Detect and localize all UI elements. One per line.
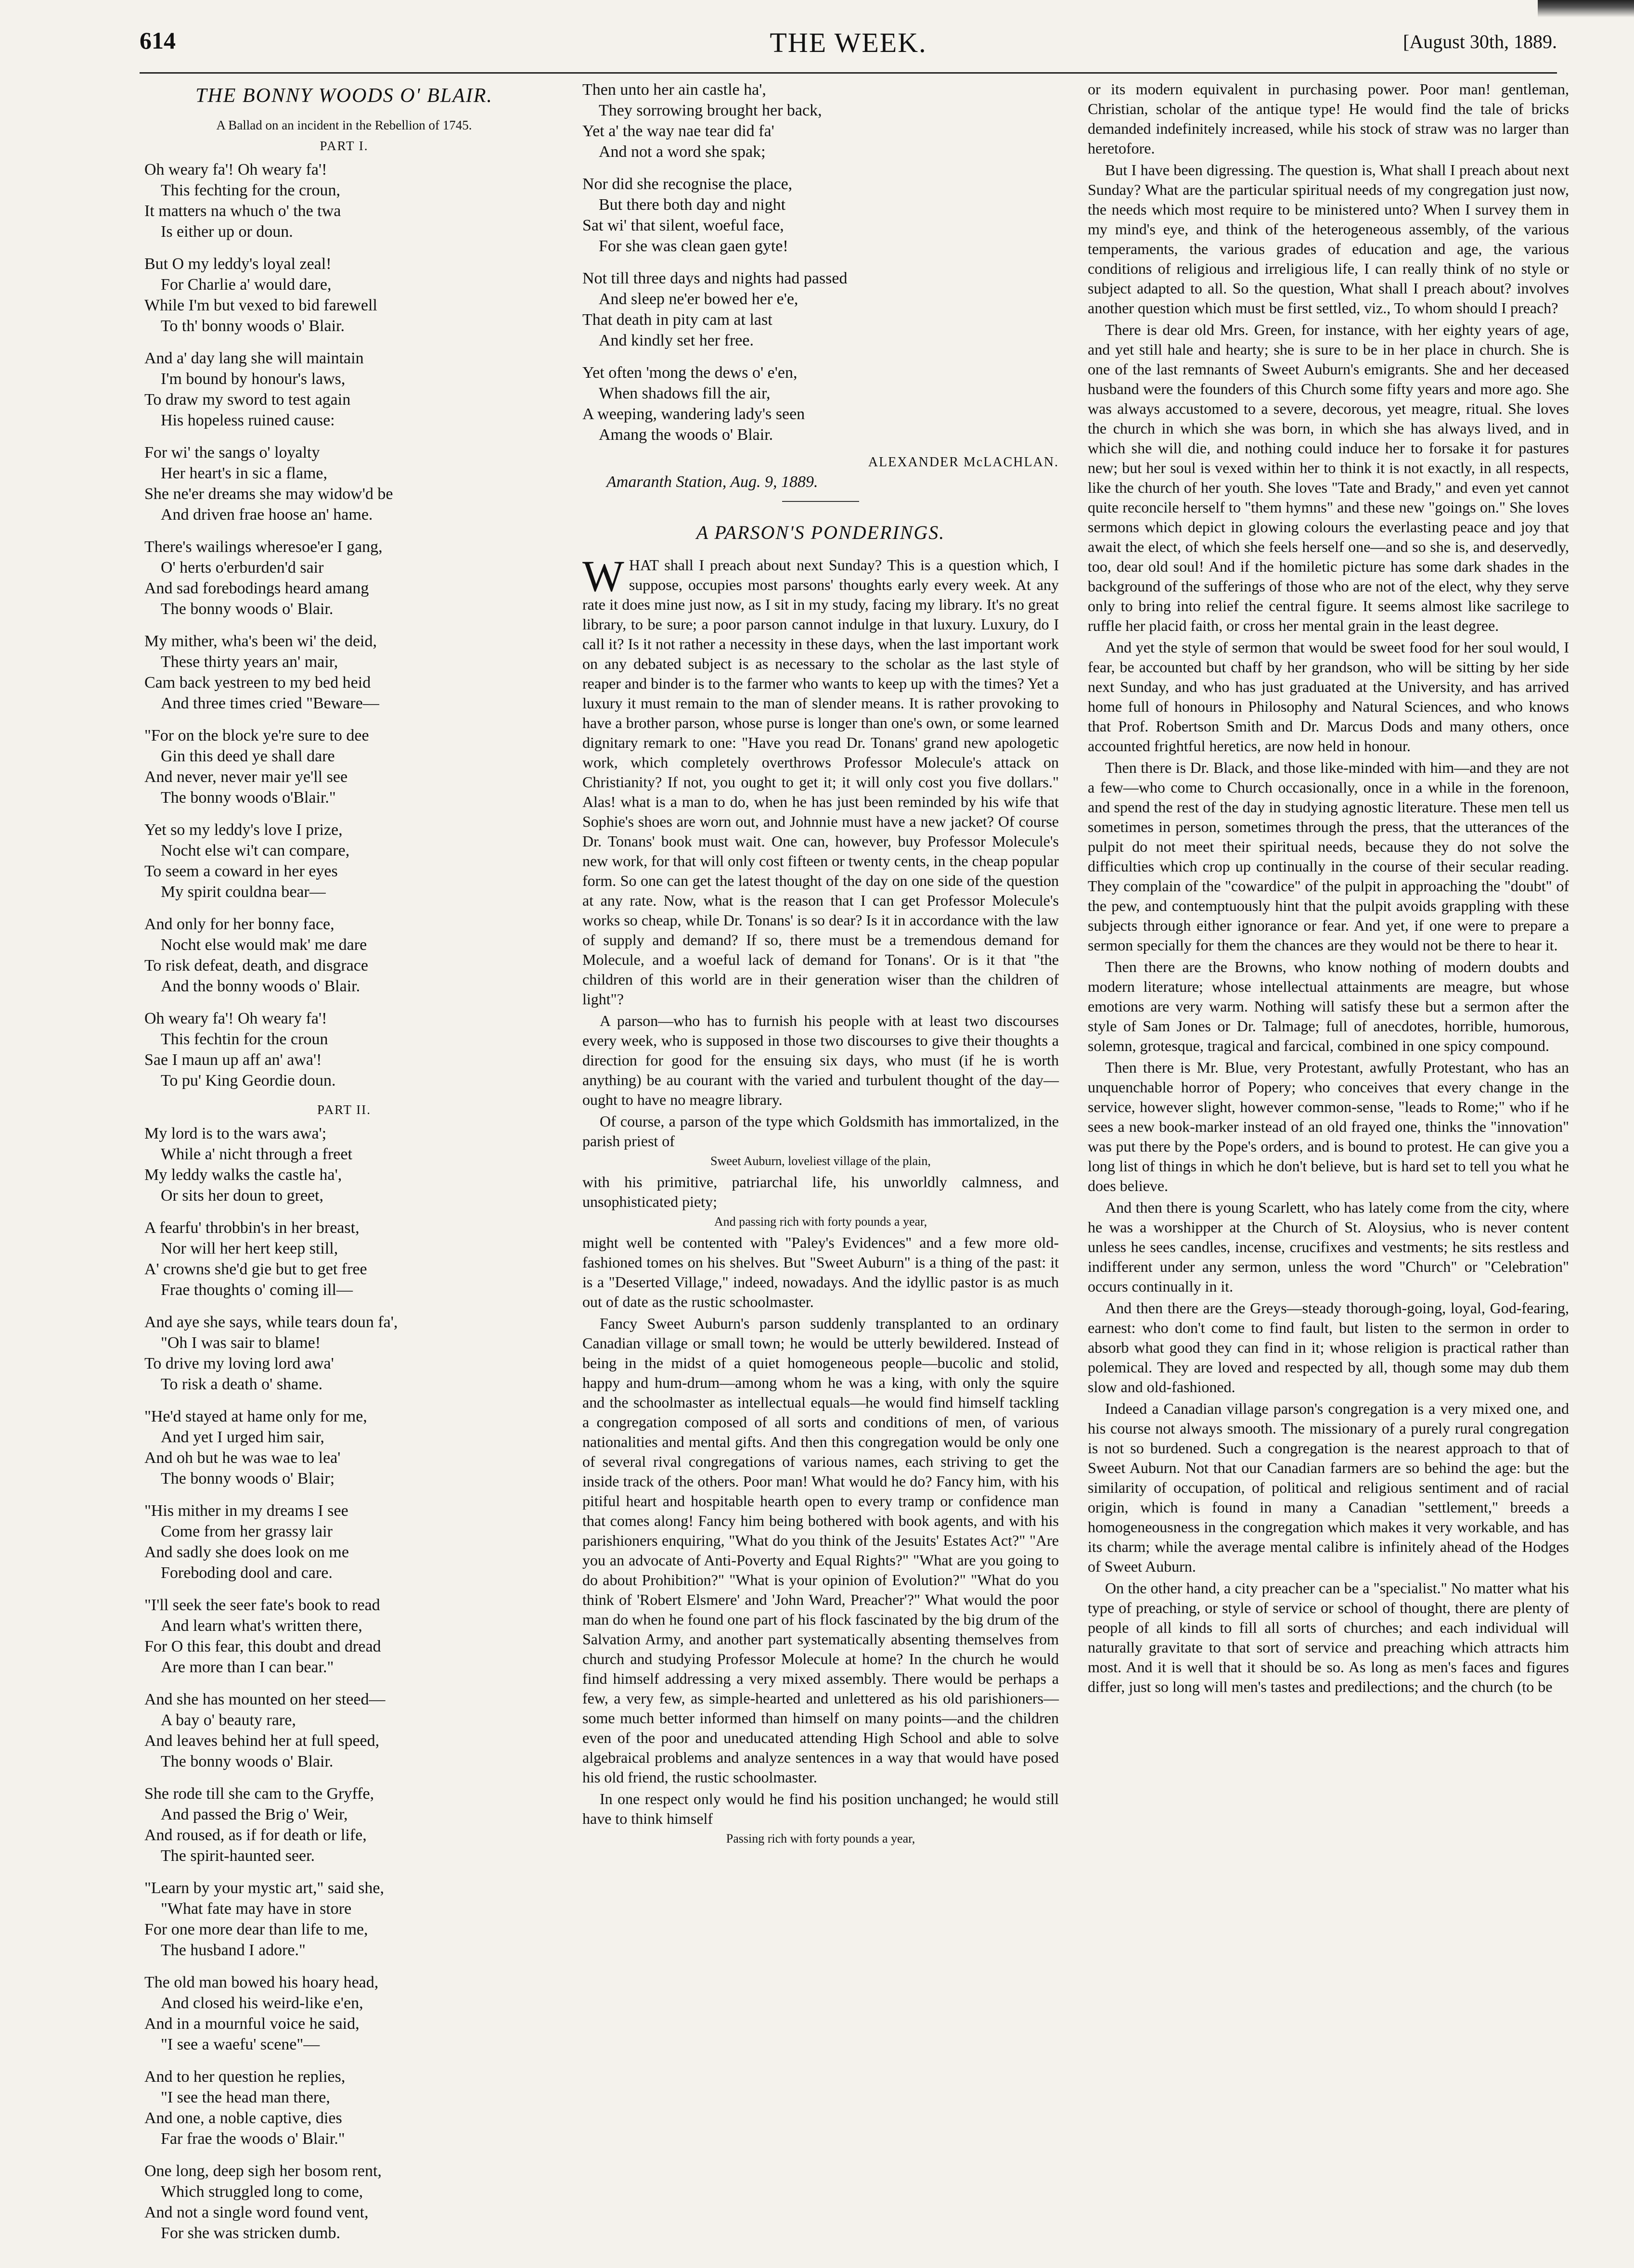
stanza — [144, 1783, 544, 1866]
poem-line: I'm bound by honour's laws, — [161, 370, 346, 388]
poem-line: And passed the Brig o' Weir, — [161, 1806, 348, 1823]
poem-line: It matters na whuch o' the twa — [144, 202, 341, 220]
poem-line: The bonny woods o'Blair." — [161, 789, 336, 807]
poem-line: And sleep ne'er bowed her e'e, — [599, 290, 798, 308]
column-1 — [144, 79, 544, 2255]
poem-line: But there both day and night — [599, 196, 786, 214]
part-2-label: PART II. — [317, 1102, 371, 1117]
poem-line: And in a mournful voice he said, — [144, 2015, 360, 2033]
stanza — [144, 1312, 544, 1395]
stanza — [144, 1689, 544, 1772]
page-number: 614 — [140, 27, 176, 54]
stanza — [144, 2161, 544, 2243]
page-header — [140, 26, 1557, 65]
poem-line: And leaves behind her at full speed, — [144, 1732, 380, 1750]
poem-line: My spirit couldna bear— — [161, 883, 326, 901]
poem-part-2 — [144, 1123, 544, 2243]
poem-line: My leddy walks the castle ha', — [144, 1166, 342, 1184]
poem-line: Is either up or doun. — [161, 223, 293, 241]
poem-line: For O this fear, this doubt and dread — [144, 1638, 381, 1655]
stanza — [582, 79, 1059, 162]
essay-paragraph: WHAT shall I preach about next Sunday? This is a question which, I suppose, occupies most parsons' thoughts early every week. At any rate it does mine just now, as I sit in my study, facing my library. It's no great library, to be sure; a poor parson cannot indulge in that luxury. Luxury, do I call it? Is it not rather a necessity in these days, when the last important work on any debated subject is as necessary to the scholar as the last style of reaper and binder is to the farmer who wants to keep up with the times? Yet a luxury it must remain to the man of slender means. It is rather provoking to have a brother parson, whose purse is longer than one's own, or some learned dignitary remark to one: "Have you read Dr. Tonans' grand new apologetic work, which completely overthrows Professor Molecule's attack on Christianity? If not, you ought to get it; it will only cost you five dollars." Alas! what is a man to do, when he has just been reminded by his wife that Sophie's shoes are worn out, and Johnnie must have a new jacket? Of course Dr. Tonans' book must wait. One can, however, buy Professor Molecule's new work, for that will only cost fifteen or twenty cents, in the cheap popular form. So one can get the latest thought of the day on one side of the question at any rate. Now, what is the reason that I can get Professor Molecule's works so cheap, while Dr. Tonans' is so dear? Is it in accordance with the law of supply and demand? If so, there must be a tremendous demand for Molecule, and a woeful lack of demand for Tonans'. Or is it that "the children of this world are in their generation wiser than the children of light"? — [582, 551, 1059, 1008]
issue-date: [August 30th, 1889. — [1403, 31, 1557, 52]
stanza — [582, 174, 1059, 256]
poem-line: To th' bonny woods o' Blair. — [161, 317, 345, 335]
poem-line: And not a single word found vent, — [144, 2204, 369, 2221]
poem-line: Amang the woods o' Blair. — [599, 426, 773, 444]
poem-line: And a' day lang she will maintain — [144, 349, 364, 367]
stanza — [144, 820, 544, 902]
drop-cap: W — [582, 551, 624, 601]
poem-line: To risk a death o' shame. — [161, 1375, 323, 1393]
essay-body-col2 — [582, 551, 1059, 1846]
stanza — [144, 914, 544, 997]
stanza — [144, 1595, 544, 1678]
poem-line: For she was clean gaen gyte! — [599, 237, 788, 255]
stanza — [144, 254, 544, 336]
poem-line: A fearfu' throbbin's in her breast, — [144, 1219, 360, 1237]
poem-line: "Oh I was sair to blame! — [161, 1334, 321, 1352]
poem-line: Gin this deed ye shall dare — [161, 747, 335, 765]
poem-line: O' herts o'erburden'd sair — [161, 559, 324, 577]
poem-line: And yet I urged him sair, — [161, 1428, 324, 1446]
poem-line: There's wailings wheresoe'er I gang, — [144, 538, 383, 556]
poem-line: And never, never mair ye'll see — [144, 768, 348, 786]
poem-line: And kindly set her free. — [599, 332, 754, 349]
poem-line: Yet often 'mong the dews o' e'en, — [582, 364, 798, 382]
essay-quotation: And passing rich with forty pounds a year, — [714, 1215, 927, 1229]
poem-line: To drive my loving lord awa' — [144, 1355, 334, 1372]
poem-line: Yet a' the way nae tear did fa' — [582, 122, 774, 140]
column-3 — [1088, 79, 1569, 1699]
poem-line: And the bonny woods o' Blair. — [161, 977, 360, 995]
poem-line: "I see the head man there, — [161, 2089, 330, 2106]
essay-paragraph: On the other hand, a city preacher can be a "specialist." No matter what his type of preaching, or style of service or school of thought, there are plenty of people of all kinds to fill all sorts of churches; and each individual will naturally gravitate to that sort of service and preaching which attracts him most. And it is well that it should be so. As long as men's faces and figures differ, just so long will men's tastes and predilections; and the church (to be — [1088, 1579, 1569, 1695]
poem-line: And not a word she spak; — [599, 143, 766, 161]
stanza — [144, 631, 544, 714]
stanza — [144, 537, 544, 619]
poem-line: My mither, wha's been wi' the deid, — [144, 632, 377, 650]
stanza — [144, 1972, 544, 2055]
poem-line: Nor will her hert keep still, — [161, 1240, 338, 1257]
essay-paragraph: Of course, a parson of the type which Goldsmith has immortalized, in the parish priest of — [582, 1113, 1059, 1150]
poem-line: To risk defeat, death, and disgrace — [144, 957, 368, 974]
poem-line: The bonny woods o' Blair; — [161, 1470, 335, 1487]
stanza — [144, 1406, 544, 1489]
poem-line: And one, a noble captive, dies — [144, 2109, 342, 2127]
essay-paragraph: And then there are the Greys—steady thorough-going, loyal, God-fearing, earnest: who don't come to find fault, but listen to the sermon in order to absorb what good they can find in it; whose religion is practical rather than polemical. They are loved and respected by all, though some may dub them slow and old-fashioned. — [1088, 1299, 1569, 1396]
essay-body-col3 — [1088, 79, 1569, 1697]
poem-line: And only for her bonny face, — [144, 915, 335, 933]
poem-subtitle: A Ballad on an incident in the Rebellion of 1745. — [216, 118, 472, 132]
stanza — [144, 159, 544, 242]
stanza — [144, 1500, 544, 1583]
poem-line: But O my leddy's loyal zeal! — [144, 255, 332, 273]
poem-line: A weeping, wandering lady's seen — [582, 405, 805, 423]
essay-quotation: Sweet Auburn, loveliest village of the plain, — [710, 1154, 931, 1168]
poem-line: And closed his weird-like e'en, — [161, 1994, 363, 2012]
poem-line: Sat wi' that silent, woeful face, — [582, 217, 784, 234]
poem-line: "He'd stayed at hame only for me, — [144, 1408, 367, 1425]
stanza — [144, 1217, 544, 1300]
poem-line: They sorrowing brought her back, — [599, 102, 822, 119]
essay-paragraph: might well be contented with "Paley's Evidences" and a few more old-fashioned tomes on his shelves. But "Sweet Auburn" is a thing of the past: it is a "Deserted Village," indeed, nowadays. And the idyllic pastor is as much out of date as the rustic schoolmaster. — [582, 1234, 1059, 1310]
stanza — [582, 268, 1059, 351]
poem-line: Or sits her doun to greet, — [161, 1187, 324, 1204]
poem-line: This fechtin for the croun — [161, 1030, 328, 1048]
stanza — [144, 1123, 544, 1206]
poem-line: A bay o' beauty rare, — [161, 1711, 296, 1729]
stanza — [144, 348, 544, 431]
poem-line: "I see a waefu' scene"— — [161, 2036, 320, 2053]
poem-line: Nocht else would mak' me dare — [161, 936, 367, 954]
poem-line: The old man bowed his hoary head, — [144, 1973, 379, 1991]
poem-line: To draw my sword to test again — [144, 391, 351, 409]
poem-line: Oh weary fa'! Oh weary fa'! — [144, 1010, 327, 1027]
poem-line: The bonny woods o' Blair. — [161, 1753, 334, 1770]
poem-line: For one more dear than life to me, — [144, 1921, 368, 1938]
poem-line: And sad forebodings heard amang — [144, 579, 369, 597]
scan-edge-mark — [1538, 0, 1634, 17]
poem-author: ALEXANDER McLACHLAN. — [868, 455, 1059, 470]
essay-paragraph: with his primitive, patriarchal life, his unworldly calmness, and unsophisticated piety; — [582, 1173, 1059, 1210]
poem-line: "I'll seek the seer fate's book to read — [144, 1596, 380, 1614]
essay-paragraph: or its modern equivalent in purchasing power. Poor man! gentleman, Christian, scholar of the antique type! He would find the tale of bricks demanded indefinitely increased, while his stock of straw was no larger than heretofore. — [1088, 80, 1569, 157]
poem-line: And she has mounted on her steed— — [144, 1691, 386, 1708]
stanza — [144, 1878, 544, 1960]
section-divider — [782, 501, 859, 502]
poem-line: Yet so my leddy's love I prize, — [144, 821, 343, 839]
poem-line: Then unto her ain castle ha', — [582, 81, 766, 99]
poem-line: His hopeless ruined cause: — [161, 411, 335, 429]
essay-paragraph: Then there are the Browns, who know nothing of modern doubts and modern literature; whose intellectual attainments are meagre, but whose emotions are very warm. Nothing will satisfy these but a sermon after the style of Sam Jones or Dr. Talmage; full of anecdotes, horrible, humorous, solemn, grotesque, tragical and farcical, combined in one spicy compound. — [1088, 958, 1569, 1054]
essay-paragraph: And then there is young Scarlett, who has lately come from the city, where he was a worshipper at the Church of St. Aloysius, who is never content unless he sees candles, incense, crucifixes and vestments; he sits restless and indifferent under any sermon, unless the word "Church" or "Celebration" occurs continually in it. — [1088, 1199, 1569, 1295]
poem-line: The spirit-haunted seer. — [161, 1847, 315, 1865]
poem-line: This fechting for the croun, — [161, 181, 340, 199]
poem-part-1 — [144, 159, 544, 1091]
poem-line: Nocht else wi't can compare, — [161, 842, 350, 859]
poem-line: The bonny woods o' Blair. — [161, 600, 334, 618]
stanza — [144, 725, 544, 808]
poem-line: Nor did she recognise the place, — [582, 175, 793, 193]
poem-line: One long, deep sigh her bosom rent, — [144, 2162, 382, 2180]
essay-paragraph: Indeed a Canadian village parson's congregation is a very mixed one, and his course not always smooth. The missionary of a purely rural congregation is not so burdened. Such a congregation is the nearest approach to that of Sweet Auburn. Not that our Canadian farmers are so behind the age: but the similarity of occupation, of political and religious sentiment and of racial origin, which is found in many a Canadian "settlement," breeds a homogeneousness in the congregation which makes it very workable, and has its charm; while the average mental calibre is infinitely ahead of the Hodges of Sweet Auburn. — [1088, 1400, 1569, 1575]
stanza — [144, 2066, 544, 2149]
stanza — [582, 362, 1059, 445]
poem-part-2-continued — [582, 79, 1059, 445]
essay-paragraph: Fancy Sweet Auburn's parson suddenly transplanted to an ordinary Canadian village or small town; he would be utterly bewildered. Instead of being in the midst of a quiet homogeneous people—bucolic and stolid, happy and hum-drum—among whom he was a king, with only the squire and the schoolmaster as intellectual equals—he would find himself tackling a congregation composed of all sorts and conditions of men, of various nationalities and mental gifts. And then this congregation would be only one of several rival congregations of various names, each striving to get the inside track of the others. Poor man! What would he do? Fancy him, with his pitiful heart and hospitable hearth open to every tramp or confidence man that comes along! Fancy him being bothered with book agents, and with his parishioners enquiring, "What do you think of the Jesuits' Estates Act?" "Are you an advocate of Anti-Poverty and Equal Rights?" "What are you going to do about Prohibition?" "What is your opinion of Evolution?" "What do you think of 'Robert Elsmere' and 'John Ward, Preacher'?" What would the poor man do when he found one part of his flock fascinated by the big drum of the Salvation Army, and another part systematically absenting themselves from church and studying Professor Molecule at home? In the church he would find himself addressing a very mixed assembly. There would be perhaps a few, a very few, as simple-hearted and unlettered as his old parishioners—some much better informed than himself on many points—and the children even of the poor and uneducated attending High School and able to solve algebraical problems and analyze sentences in a way that would have posed his old friend, the rustic schoolmaster. — [582, 1315, 1059, 1786]
header-rule — [140, 72, 1557, 74]
poem-line: And learn what's written there, — [161, 1617, 362, 1635]
essay-paragraph: There is dear old Mrs. Green, for instance, with her eighty years of age, and yet still hale and hearty; she is sure to be in her place in church. She is one of the last remnants of Sweet Auburn's emigrants. She and her deceased husband were the founders of this Church some fifty years and more ago. She was always accustomed to a severe, decorous, yet meagre, ritual. She loves the church in which she was born, in which she has always lived, and in which she will die, and nothing could induce her to forsake it for pastures new; but her soul is vexed within her to think it is not exactly, in all respects, like the church of her youth. She loves "Tate and Brady," and even yet cannot quite reconcile herself to "them hymns" and these new "goings on." She loves sermons which depict in glowing colours the everlasting peace and joy that await the elect, of which she feels herself one—and so she is, and deservedly, too, dear old soul! And if the homiletic picture has some dark shades in the background of the sufferings of those who are not of the elect, why they serve only to bring into relief the central figure. It seems almost like sacrilege to ruffle her placid faith, or cross her mental grain in the least degree. — [1088, 321, 1569, 634]
poem-line: My lord is to the wars awa'; — [144, 1125, 327, 1142]
poem-line: Far frae the woods o' Blair." — [161, 2130, 345, 2148]
poem-line: For she was stricken dumb. — [161, 2224, 341, 2242]
poem-line: While a' nicht through a freet — [161, 1145, 352, 1163]
essay-title: A PARSON'S PONDERINGS. — [696, 522, 945, 543]
poem-line: Are more than I can bear." — [161, 1658, 334, 1676]
essay-paragraph: A parson—who has to furnish his people with at least two discourses every week, who is supposed in those two discourses to give their thoughts a direction for good for the ensuing six days, who must (if he is worth anything) be au courant with the varied and turbulent thought of the day—ought to have no meagre library. — [582, 1012, 1059, 1108]
poem-line: "For on the block ye're sure to dee — [144, 727, 369, 744]
poem-line: Foreboding dool and care. — [161, 1564, 333, 1582]
poem-line: She rode till she cam to the Gryffe, — [144, 1785, 374, 1803]
poem-line: And driven frae hoose an' hame. — [161, 506, 373, 524]
essay-paragraph: But I have been digressing. The question is, What shall I preach about next Sunday? What are the particular spiritual needs of my congregation just now, the needs which most require to be ministered unto? When I survey them in my mind's eye, and think of the heterogeneous assembly, of the various temperaments, the various grades of education and age, the various conditions of religious and irreligious life, I can really think of no style or subject adapted to all. So the question, What shall I preach about? involves another question which must be first settled, viz., To whom should I preach? — [1088, 161, 1569, 317]
poem-line: When shadows fill the air, — [599, 384, 771, 402]
masthead: THE WEEK. — [770, 27, 927, 58]
poem-line: And three times cried "Beware— — [161, 694, 379, 712]
poem-line: "Learn by your mystic art," said she, — [144, 1879, 384, 1897]
column-2 — [582, 79, 1059, 1850]
poem-line: Sae I maun up aff an' awa'! — [144, 1051, 322, 1069]
poem-line: And aye she says, while tears doun fa', — [144, 1313, 398, 1331]
poem-line: And roused, as if for death or life, — [144, 1826, 367, 1844]
poem-line: And sadly she does look on me — [144, 1543, 349, 1561]
poem-line: And oh but he was wae to lea' — [144, 1449, 341, 1467]
poem-line: Come from her grassy lair — [161, 1523, 333, 1540]
poem-line: That death in pity cam at last — [582, 311, 772, 329]
stanza — [144, 1008, 544, 1091]
poem-line: These thirty years an' mair, — [161, 653, 338, 671]
poem-line: She ne'er dreams she may widow'd be — [144, 485, 393, 503]
poem-line: Cam back yestreen to my bed heid — [144, 674, 371, 692]
poem-title: THE BONNY WOODS O' BLAIR. — [195, 85, 493, 107]
poem-place-date: Amaranth Station, Aug. 9, 1889. — [606, 473, 818, 491]
poem-line: A' crowns she'd gie but to get free — [144, 1260, 367, 1278]
essay-paragraph: And yet the style of sermon that would be sweet food for her soul would, I fear, be accounted but chaff by her grandson, who will be sitting by her side next Sunday, and who has just graduated at the University, and has arrived home full of honours in Philosophy and Natural Sciences, and who knows that Prof. Robertson Smith and Dr. Marcus Dods and many others, once accounted frightful heretics, are now held in honour. — [1088, 639, 1569, 755]
poem-line: "What fate may have in store — [161, 1900, 352, 1918]
essay-quotation: Passing rich with forty pounds a year, — [726, 1832, 915, 1845]
part-1-label: PART I. — [320, 139, 369, 153]
essay-paragraph: In one respect only would he find his position unchanged; he would still have to think himself — [582, 1790, 1059, 1827]
poem-line: For wi' the sangs o' loyalty — [144, 444, 320, 461]
poem-line: Her heart's in sic a flame, — [161, 464, 327, 482]
poem-line: Oh weary fa'! Oh weary fa'! — [144, 161, 327, 179]
poem-line: For Charlie a' would dare, — [161, 276, 332, 294]
stanza — [144, 442, 544, 525]
poem-line: To pu' King Geordie doun. — [161, 1072, 336, 1089]
essay-paragraph: Then there is Mr. Blue, very Protestant, awfully Protestant, who has an unquenchable horror of Popery; who conceives that every change in the service, however slight, however common-sense, "leads to Rome;" who if he sees a new book-marker instead of an old frayed one, thinks the "innovation" was put there by the Pope's orders, and is bound to protest. He can give you a long list of things in which he don't believe, but is hard set to tell you what he does believe. — [1088, 1059, 1569, 1194]
poem-line: Frae thoughts o' coming ill— — [161, 1281, 353, 1299]
poem-line: "His mither in my dreams I see — [144, 1502, 348, 1520]
poem-line: The husband I adore." — [161, 1941, 306, 1959]
poem-line: While I'm but vexed to bid farewell — [144, 296, 377, 314]
poem-line: And to her question he replies, — [144, 2068, 346, 2086]
poem-line: To seem a coward in her eyes — [144, 862, 338, 880]
essay-paragraph: Then there is Dr. Black, and those like-minded with him—and they are not a few—who come to Church occasionally, once in a while in the forenoon, and spend the rest of the day in studying agnostic literature. These men tell us sometimes in person, sometimes through the press, that the utterances of the pulpit do not meet their spiritual needs, because they do not solve the difficulties which crop up continually in the course of their secular reading. They complain of the "cowardice" of the pulpit in approaching the "doubt" of the pew, and contemptuously hint that the pulpit avoids grappling with these subjects through either ignorance or fear. And yet, if one were to prepare a sermon specially for them the chances are they would not be there to hear it. — [1088, 759, 1569, 954]
poem-line: Not till three days and nights had passed — [582, 269, 848, 287]
poem-line: Which struggled long to come, — [161, 2183, 363, 2201]
